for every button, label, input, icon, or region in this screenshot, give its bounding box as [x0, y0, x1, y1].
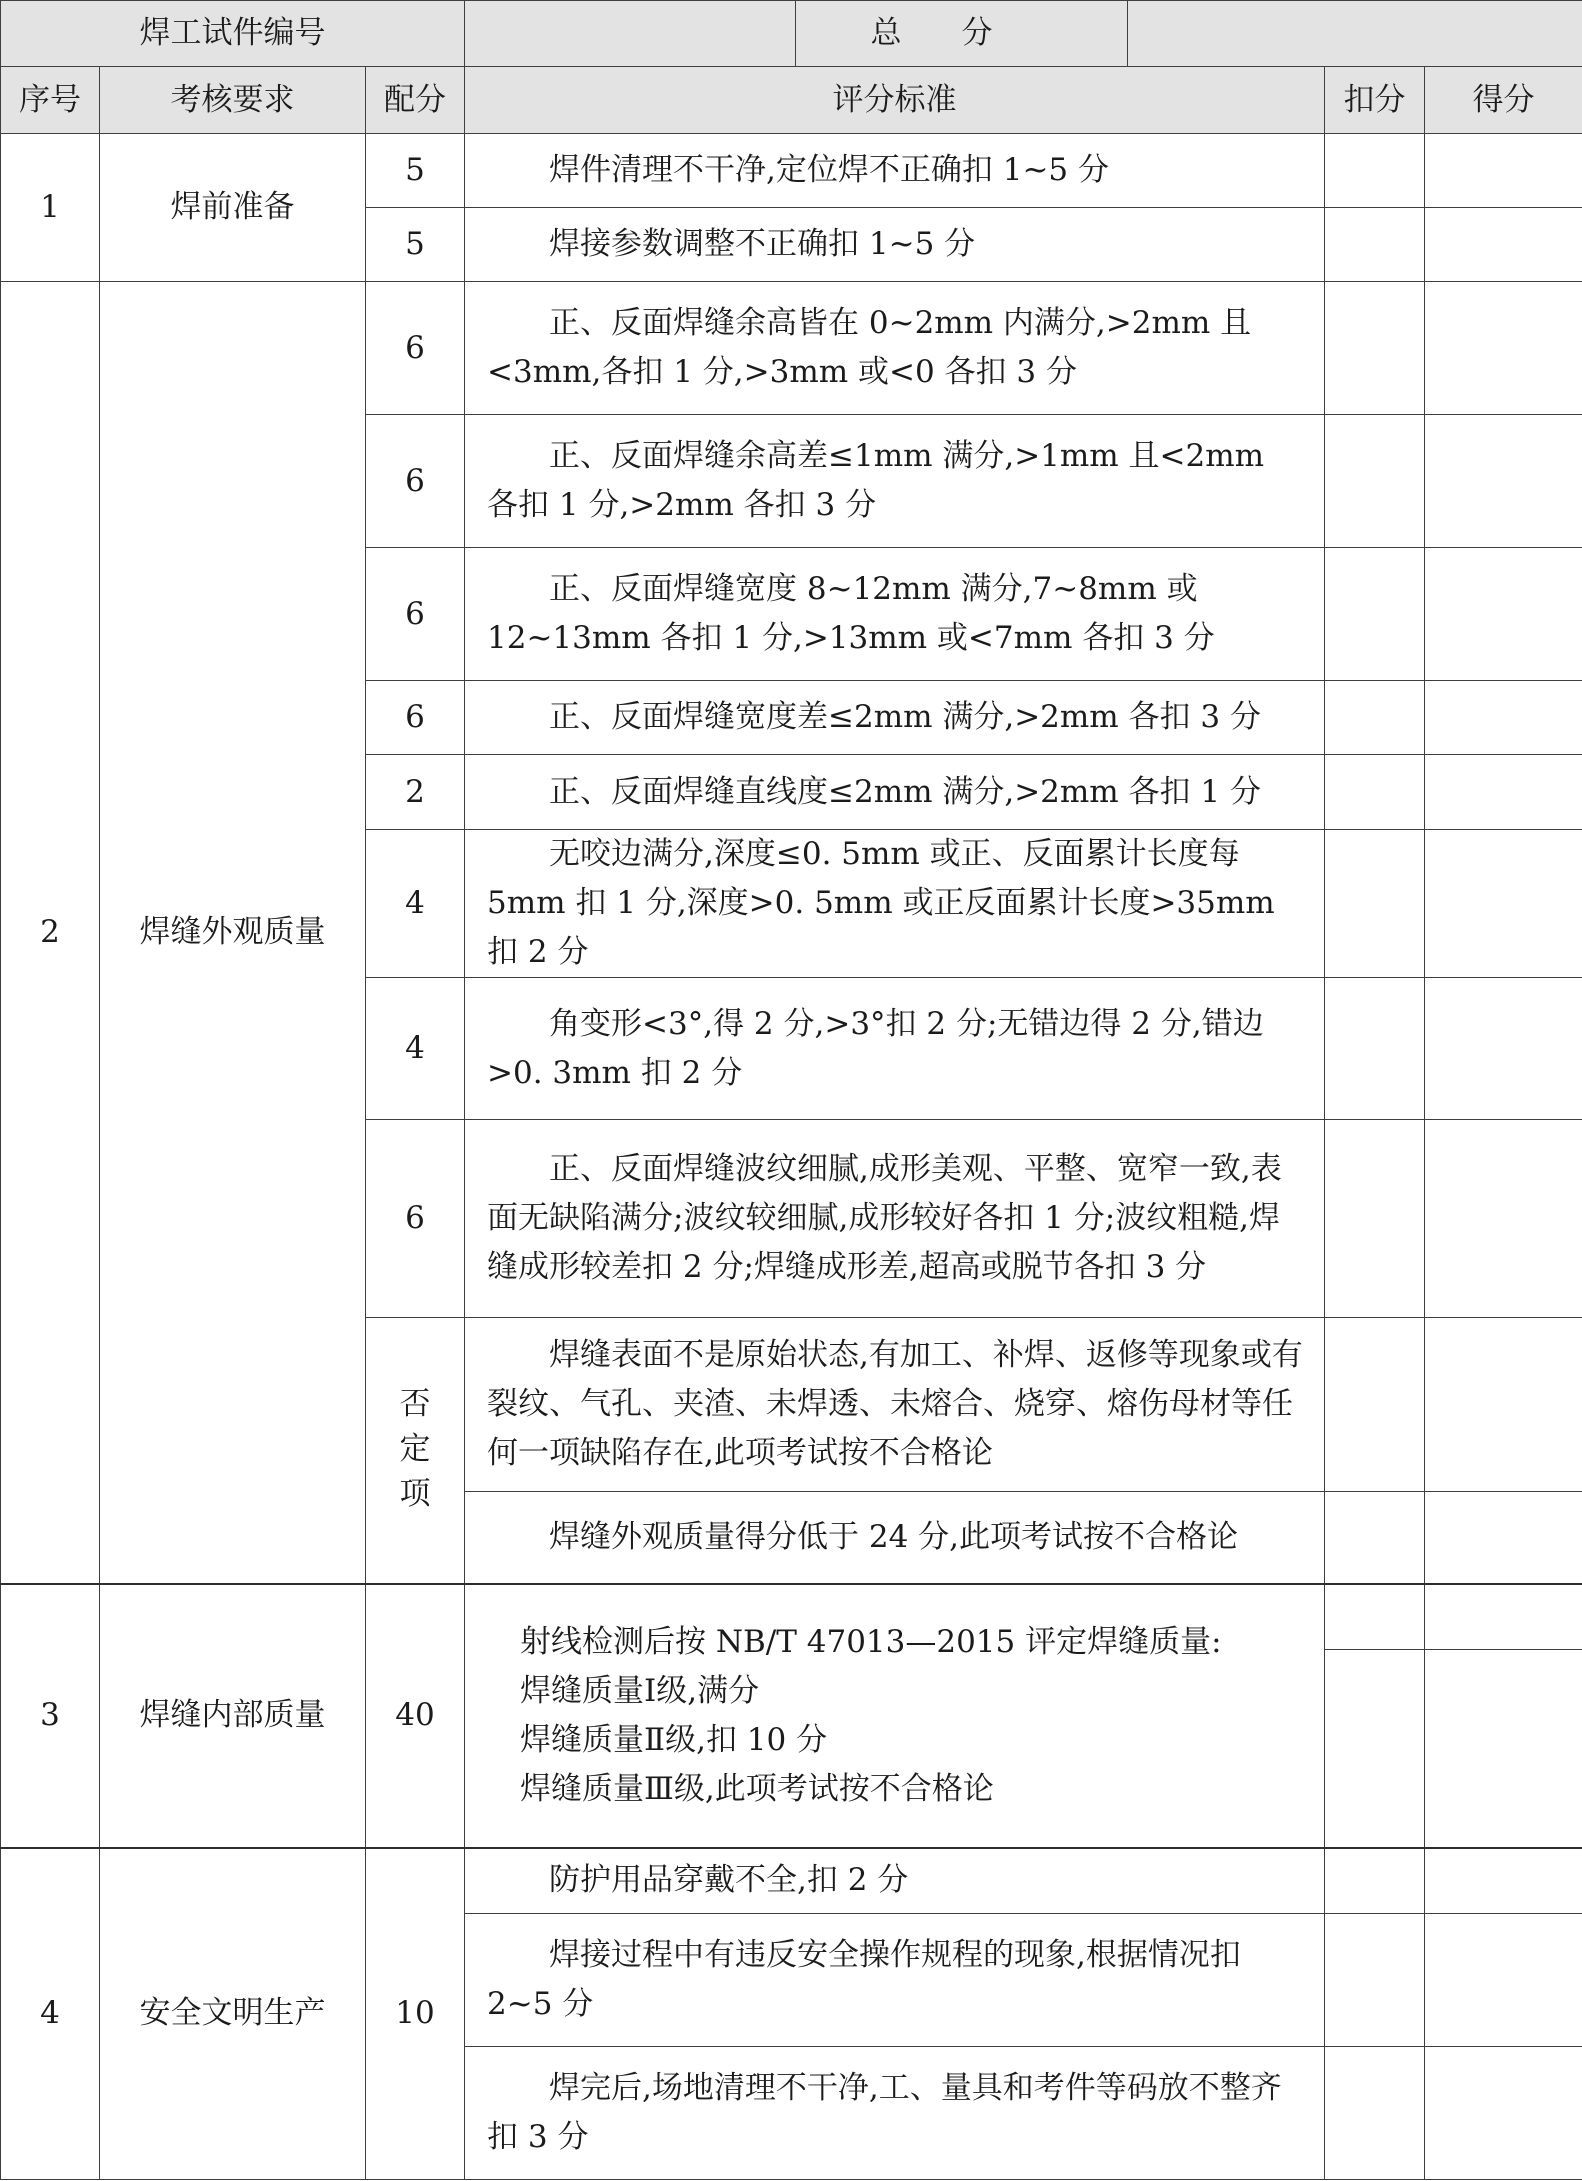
- score-cell: [1425, 1650, 1582, 1848]
- item-criteria: 防护用品穿戴不全,扣 2 分: [465, 1848, 1325, 1914]
- score-cell: [1425, 978, 1582, 1120]
- item-points: 40: [366, 1584, 465, 1848]
- deduct-cell: [1325, 1848, 1425, 1914]
- score-cell: [1425, 415, 1582, 548]
- deduct-cell: [1325, 548, 1425, 681]
- criteria-line: 焊缝质量Ⅲ级,此项考试按不合格论: [520, 1770, 994, 1807]
- score-cell: [1425, 1584, 1582, 1650]
- total-score-value: [1128, 1, 1582, 67]
- item-criteria: 焊缝表面不是原始状态,有加工、补焊、返修等现象或有裂纹、气孔、夹渣、未焊透、未熔合、烧穿、熔伤母材等任何一项缺陷存在,此项考试按不合格论: [465, 1318, 1325, 1492]
- item-criteria: 焊接过程中有违反安全操作规程的现象,根据情况扣 2~5 分: [465, 1914, 1325, 2047]
- item-criteria: 正、反面焊缝波纹细腻,成形美观、平整、宽窄一致,表面无缺陷满分;波纹较细腻,成形较好各扣 1 分;波纹粗糙,焊缝成形较差扣 2 分;焊缝成形差,超高或脱节各扣 3 分: [465, 1120, 1325, 1318]
- section-requirement: 焊前准备: [100, 134, 366, 282]
- deduct-cell: [1325, 681, 1425, 755]
- item-criteria: 正、反面焊缝宽度 8~12mm 满分,7~8mm 或 12~13mm 各扣 1 分,>13mm 或<7mm 各扣 3 分: [465, 548, 1325, 681]
- deduct-cell: [1325, 1318, 1425, 1492]
- header-no: 序号: [1, 67, 100, 134]
- score-cell: [1425, 548, 1582, 681]
- item-points: 5: [366, 208, 465, 282]
- deduct-cell: [1325, 1492, 1425, 1584]
- header-requirement: 考核要求: [100, 67, 366, 134]
- score-cell: [1425, 134, 1582, 208]
- section-no: 4: [1, 1848, 100, 2180]
- total-score-label: 总分: [796, 1, 1128, 67]
- score-cell: [1425, 2047, 1582, 2180]
- item-points: 10: [366, 1848, 465, 2180]
- item-criteria: 正、反面焊缝直线度≤2mm 满分,>2mm 各扣 1 分: [465, 755, 1325, 830]
- item-points: 6: [366, 681, 465, 755]
- item-points: 2: [366, 755, 465, 830]
- section-no: 1: [1, 134, 100, 282]
- item-criteria: 无咬边满分,深度≤0. 5mm 或正、反面累计长度每 5mm 扣 1 分,深度>0. 5mm 或正反面累计长度>35mm 扣 2 分: [465, 830, 1325, 978]
- section-requirement: 焊缝外观质量: [100, 282, 366, 1584]
- specimen-number-label: 焊工试件编号: [1, 1, 465, 67]
- deduct-cell: [1325, 1650, 1425, 1848]
- header-score: 得分: [1425, 67, 1582, 134]
- deduct-cell: [1325, 1120, 1425, 1318]
- deduct-cell: [1325, 1584, 1425, 1650]
- score-cell: [1425, 1848, 1582, 1914]
- item-points: 6: [366, 548, 465, 681]
- score-cell: [1425, 1492, 1582, 1584]
- deduct-cell: [1325, 1914, 1425, 2047]
- header-points: 配分: [366, 67, 465, 134]
- item-criteria: 焊缝外观质量得分低于 24 分,此项考试按不合格论: [465, 1492, 1325, 1584]
- item-criteria: 角变形<3°,得 2 分,>3°扣 2 分;无错边得 2 分,错边>0. 3mm 扣 2 分: [465, 978, 1325, 1120]
- item-criteria: [465, 1584, 1325, 1848]
- deduct-cell: [1325, 978, 1425, 1120]
- header-deduct: 扣分: [1325, 67, 1425, 134]
- item-criteria: 正、反面焊缝余高皆在 0~2mm 内满分,>2mm 且<3mm,各扣 1 分,>3mm 或<0 各扣 3 分: [465, 282, 1325, 415]
- criteria-line: 焊缝质量Ⅱ级,扣 10 分: [520, 1721, 828, 1758]
- score-cell: [1425, 208, 1582, 282]
- deduct-cell: [1325, 2047, 1425, 2180]
- item-points: 4: [366, 978, 465, 1120]
- specimen-number-value: [465, 1, 796, 67]
- item-points: 6: [366, 415, 465, 548]
- item-points: 6: [366, 1120, 465, 1318]
- score-cell: [1425, 1120, 1582, 1318]
- item-criteria: 正、反面焊缝宽度差≤2mm 满分,>2mm 各扣 3 分: [465, 681, 1325, 755]
- criteria-line: 射线检测后按 NB/T 47013—2015 评定焊缝质量:: [520, 1623, 1222, 1660]
- score-cell: [1425, 1318, 1582, 1492]
- score-cell: [1425, 1914, 1582, 2047]
- deduct-cell: [1325, 282, 1425, 415]
- item-points: 5: [366, 134, 465, 208]
- section-no: 3: [1, 1584, 100, 1848]
- section-no: 2: [1, 282, 100, 1584]
- deduct-cell: [1325, 134, 1425, 208]
- item-criteria: 焊接参数调整不正确扣 1~5 分: [465, 208, 1325, 282]
- score-cell: [1425, 681, 1582, 755]
- item-criteria: 焊件清理不干净,定位焊不正确扣 1~5 分: [465, 134, 1325, 208]
- section-requirement: 安全文明生产: [100, 1848, 366, 2180]
- score-cell: [1425, 830, 1582, 978]
- deduct-cell: [1325, 755, 1425, 830]
- deduct-cell: [1325, 208, 1425, 282]
- deduct-cell: [1325, 830, 1425, 978]
- header-criteria: 评分标准: [465, 67, 1325, 134]
- criteria-line: 焊缝质量Ⅰ级,满分: [520, 1672, 760, 1709]
- deduct-cell: [1325, 415, 1425, 548]
- item-criteria: 正、反面焊缝余高差≤1mm 满分,>1mm 且<2mm 各扣 1 分,>2mm 各扣 3 分: [465, 415, 1325, 548]
- item-points: 6: [366, 282, 465, 415]
- score-cell: [1425, 282, 1582, 415]
- score-cell: [1425, 755, 1582, 830]
- section-requirement: 焊缝内部质量: [100, 1584, 366, 1848]
- veto-item-points: [366, 1318, 465, 1584]
- veto-label: 否定项: [399, 1385, 431, 1512]
- item-points: 4: [366, 830, 465, 978]
- item-criteria: 焊完后,场地清理不干净,工、量具和考件等码放不整齐扣 3 分: [465, 2047, 1325, 2180]
